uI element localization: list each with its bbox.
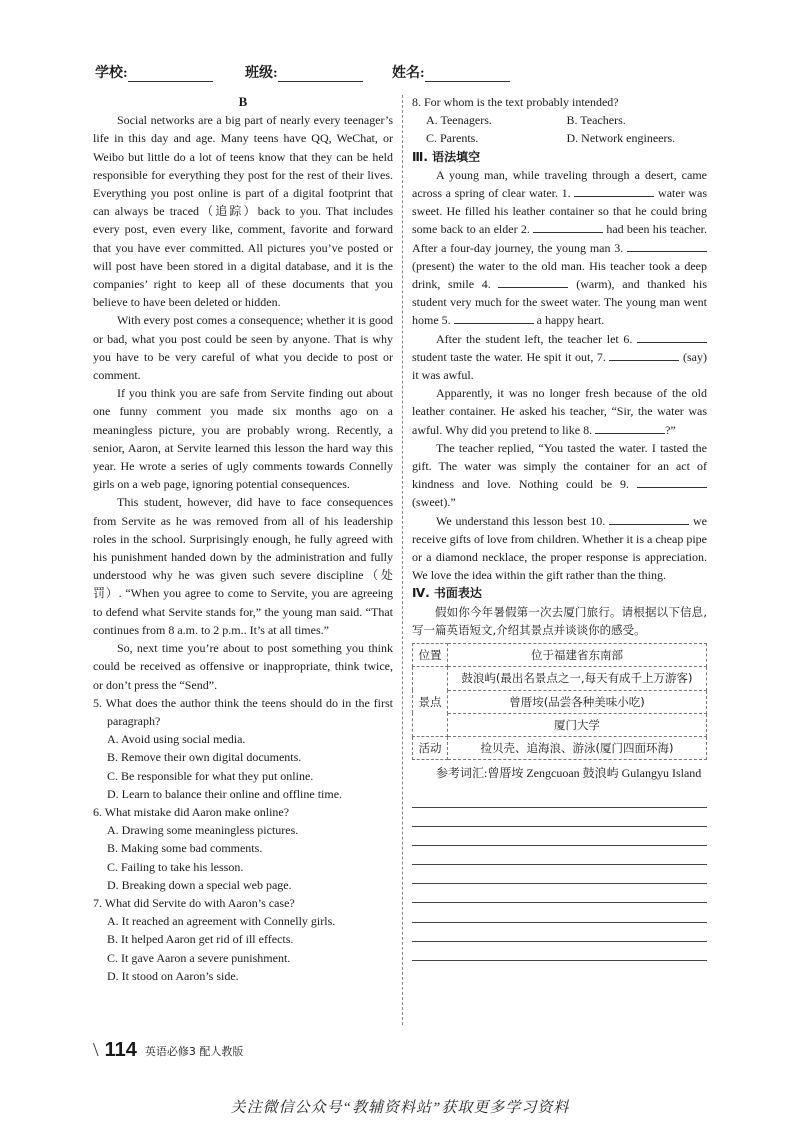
question-6 <box>93 803 393 894</box>
option-a[interactable]: A. Teenagers. <box>426 113 492 128</box>
question-stem: 7. What did Servite do with Aaron’s case? <box>93 895 295 910</box>
writing-area[interactable] <box>412 788 707 961</box>
right-column <box>412 93 707 961</box>
question-7 <box>93 894 393 985</box>
name-field <box>392 62 510 82</box>
writing-line[interactable] <box>412 865 707 884</box>
spot-2: 曾厝垵(品尝各种美味小吃) <box>448 690 707 713</box>
left-column <box>93 93 393 985</box>
page-number: 114 <box>104 1039 137 1061</box>
options-grid <box>412 111 707 147</box>
blank-8[interactable] <box>595 421 665 434</box>
text: we receive gifts of love from children. Whether it is a cheap pipe or a diamond necklace, the proper response is appreciation. We love the idea within the gift rather than the thing. <box>412 513 708 583</box>
cloze-paragraph-1 <box>412 166 707 330</box>
school-field <box>95 62 213 82</box>
option-d[interactable]: D. Breaking down a special web page. <box>107 877 292 892</box>
table-row <box>413 736 707 759</box>
option-d[interactable]: D. Network engineers. <box>566 131 676 146</box>
column-divider <box>402 95 403 1025</box>
writing-line[interactable] <box>412 923 707 942</box>
option-c[interactable]: C. Failing to take his lesson. <box>107 859 244 874</box>
table-row <box>413 667 707 690</box>
option-a[interactable]: A. Drawing some meaningless pictures. <box>107 823 299 838</box>
blank-9[interactable] <box>637 475 707 488</box>
table-row <box>413 644 707 667</box>
name-label: 姓名: <box>392 66 425 81</box>
writing-line[interactable] <box>412 942 707 961</box>
text: ?” <box>665 422 676 437</box>
passage-paragraph-5: So, next time you’re about to post something you think could be received as offensive or inappropriate, think twice, or don’t press the “Send”. <box>93 641 393 692</box>
option-d[interactable]: D. Learn to balance their online and offline time. <box>107 786 343 801</box>
location-label: 位置 <box>413 644 448 667</box>
activity-label: 活动 <box>413 736 448 759</box>
option-c[interactable]: C. Be responsible for what they put online. <box>107 768 314 783</box>
text: (present) the water to the old man. His teacher took a deep drink, smile 4. <box>412 258 707 292</box>
class-field <box>245 62 363 82</box>
vocab-hint: 参考词汇:曾厝垵 Zengcuoan 鼓浪屿 Gulangyu Island <box>436 766 702 781</box>
option-a[interactable]: A. Avoid using social media. <box>107 732 246 747</box>
table-row <box>413 690 707 713</box>
blank-7[interactable] <box>609 348 679 361</box>
writing-line[interactable] <box>412 846 707 865</box>
text: (sweet).” <box>412 495 456 510</box>
cloze-paragraph-4 <box>412 439 707 512</box>
class-label: 班级: <box>245 66 278 81</box>
passage-paragraph-2: With every post comes a consequence; whether it is good or bad, what you post could be seen by anyone. That is why you have to be very careful of what you decide to post or comment. <box>93 313 393 383</box>
passage-paragraph-1: Social networks are a big part of nearly every teenager’s life in this day and age. Many teens have QQ, WeChat, or Weibo but little do a lot of teens know that they can be held responsible for everything they post for the rest of their lives. Everything you post online is part of a digital footprint that can always be traced（追踪）back to you. That includes every post, even every like, comment, favorite and forward that you have ever committed. All pictures you’ve posted or will post have been stored in a digital database, and it is the companies’ right to keep all of these documents that you believe to have been deleted or hidden. <box>93 113 393 310</box>
cloze-paragraph-2 <box>412 330 707 385</box>
promo-banner: 关注微信公众号“教辅资料站”获取更多学习资料 <box>230 1100 570 1116</box>
blank-10[interactable] <box>609 512 689 525</box>
blank-3[interactable] <box>627 239 707 252</box>
school-blank[interactable] <box>128 67 213 82</box>
option-d[interactable]: D. It stood on Aaron’s side. <box>107 968 239 983</box>
section-3-title: Ⅲ. 语法填空 <box>412 149 481 164</box>
passage-title: B <box>238 94 248 109</box>
text: The teacher replied, “You tasted the water. I tasted the gift. The water was simply the container for an act of kindness and love. Nothing could be 9. <box>412 440 707 492</box>
blank-4[interactable] <box>498 275 568 288</box>
text: We understand this lesson best 10. <box>436 513 606 528</box>
spots-label: 景点 <box>413 667 448 737</box>
writing-line[interactable] <box>412 884 707 903</box>
cloze-paragraph-5 <box>412 512 707 585</box>
writing-line[interactable] <box>412 903 707 922</box>
option-b[interactable]: B. It helped Aaron get rid of ill effects. <box>107 932 294 947</box>
option-b[interactable]: B. Teachers. <box>566 113 626 128</box>
question-stem: 6. What mistake did Aaron make online? <box>93 804 290 819</box>
option-c[interactable]: C. It gave Aaron a severe punishment. <box>107 950 291 965</box>
question-5 <box>93 694 393 803</box>
section-4-title: Ⅳ. 书面表达 <box>412 586 482 601</box>
text: After the student left, the teacher let 6. <box>436 331 633 346</box>
activity-value: 捡贝壳、追海浪、游泳(厦门四面环海) <box>448 736 707 759</box>
writing-line[interactable] <box>412 788 707 807</box>
option-c[interactable]: C. Parents. <box>426 131 479 146</box>
page-footer <box>93 1039 243 1062</box>
blank-1[interactable] <box>574 184 654 197</box>
text: (warm), and thanked his student very much for the sweet water. The young man went home 5. <box>412 277 707 328</box>
blank-2[interactable] <box>533 220 603 233</box>
passage-paragraph-3: If you think you are safe from Servite finding out about one funny comment you made six months ago on a meaningless picture, you are probably wrong. Recently, a senior, Aaron, at Servite learned this lesson the hard way this year. He wrote a series of ugly comments towards Connelly girls on a web page, ignoring potential consequences. <box>93 386 393 492</box>
spot-1: 鼓浪屿(最出名景点之一,每天有成千上万游客) <box>448 667 707 690</box>
question-stem: 8. For whom is the text probably intended? <box>412 95 619 109</box>
text: had been his teacher. After a four-day journey, the young man 3. <box>412 222 708 255</box>
writing-line[interactable] <box>412 808 707 827</box>
option-a[interactable]: A. It reached an agreement with Connelly girls. <box>107 914 336 929</box>
class-blank[interactable] <box>278 67 363 82</box>
text: (say) it was awful. <box>412 349 708 383</box>
passage-paragraph-4: This student, however, did have to face consequences from Servite as he was removed from all of his leadership roles in the school. Surprisingly enough, he fully agreed with his punishment handed down by the administration and fully understood why he was given such severe discipline（处罚）. “When you agree to come to Servite, you are agreeing to defend what Servite stands for,” the young man said. “That continues from 8 a.m. to 2 p.m.. It’s at all times.” <box>93 495 393 637</box>
writing-line[interactable] <box>412 827 707 846</box>
text: Apparently, it was no longer fresh because of the old leather container. He asked his teacher, “Sir, the water was awful. Why did you pretend to like 8. <box>412 386 707 437</box>
table-row <box>413 713 707 736</box>
text: student taste the water. He spit it out, 7. <box>412 349 606 364</box>
name-blank[interactable] <box>425 67 510 82</box>
blank-5[interactable] <box>454 311 534 324</box>
text: A young man, while traveling through a desert, came across a spring of clear water. 1. <box>412 167 707 201</box>
text: water was sweet. He filled his leather container so that he could bring some back to an elder 2. <box>412 186 708 237</box>
school-label: 学校: <box>95 66 128 81</box>
student-info-header <box>95 62 695 82</box>
info-table <box>412 643 707 760</box>
option-b[interactable]: B. Making some bad comments. <box>107 841 263 856</box>
book-title: 英语必修3 配人教版 <box>144 1044 244 1058</box>
question-stem: 5. What does the author think the teens should do in the first paragraph? <box>93 695 393 728</box>
blank-6[interactable] <box>637 330 707 343</box>
cloze-paragraph-3 <box>412 384 707 439</box>
footer-slash-icon: \ <box>93 1039 99 1061</box>
option-b[interactable]: B. Remove their own digital documents. <box>107 750 302 765</box>
question-8 <box>412 93 707 148</box>
spot-3: 厦门大学 <box>448 713 707 736</box>
location-value: 位于福建省东南部 <box>448 644 707 667</box>
writing-prompt: 假如你今年暑假第一次去厦门旅行。请根据以下信息,写一篇英语短文,介绍其景点并谈谈你的感受。 <box>412 604 707 637</box>
text: a happy heart. <box>536 313 605 328</box>
